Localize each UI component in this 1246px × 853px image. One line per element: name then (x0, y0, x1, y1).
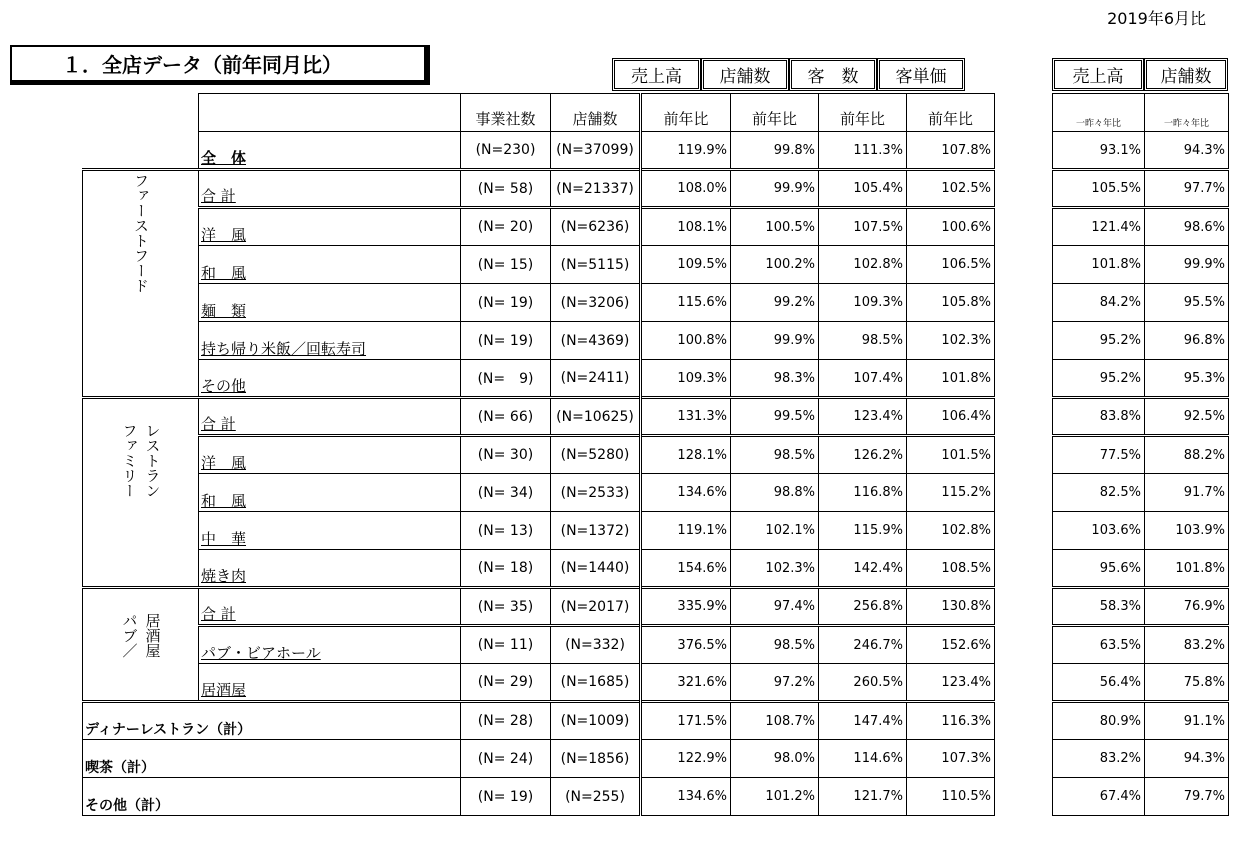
sales-cell: 109.3% (641, 360, 731, 398)
side-sales-cell: 67.4% (1053, 778, 1145, 816)
customers-cell: 98.5% (819, 322, 907, 360)
sales-cell: 108.0% (641, 170, 731, 208)
unit-price-cell: 152.6% (907, 626, 995, 664)
companies-cell: (N= 20) (461, 208, 551, 246)
group-pub-izakaya: パブ／ 居酒屋 (83, 588, 199, 702)
col-yoy: 前年比 (641, 94, 731, 132)
stores-cell: (N=2017) (551, 588, 641, 626)
unit-price-cell: 106.5% (907, 246, 995, 284)
row-label: 焼き肉 (199, 550, 461, 588)
companies-cell: (N= 58) (461, 170, 551, 208)
side-table (1052, 93, 1229, 816)
table-row (83, 626, 995, 664)
customers-cell: 256.8% (819, 588, 907, 626)
row-label: 麺 類 (199, 284, 461, 322)
unit-price-cell: 105.8% (907, 284, 995, 322)
store-count-cell: 97.4% (731, 588, 819, 626)
companies-cell: (N= 15) (461, 246, 551, 284)
store-count-cell: 97.2% (731, 664, 819, 702)
companies-cell: (N= 11) (461, 626, 551, 664)
store-count-cell: 100.2% (731, 246, 819, 284)
row-label: 和 風 (199, 246, 461, 284)
col-two-year: 一昨々年比 (1145, 94, 1229, 132)
row-label: 全 体 (199, 132, 461, 170)
companies-cell: (N= 29) (461, 664, 551, 702)
table-row (1053, 474, 1229, 512)
companies-cell: (N=230) (461, 132, 551, 170)
customers-cell: 114.6% (819, 740, 907, 778)
table-row (1053, 284, 1229, 322)
row-label: 居酒屋 (199, 664, 461, 702)
side-sales-cell: 103.6% (1053, 512, 1145, 550)
side-stores-cell: 76.9% (1145, 588, 1229, 626)
companies-cell: (N= 13) (461, 512, 551, 550)
row-label: 持ち帰り米飯／回転寿司 (199, 322, 461, 360)
store-count-cell: 102.1% (731, 512, 819, 550)
customers-cell: 107.5% (819, 208, 907, 246)
side-stores-cell: 88.2% (1145, 436, 1229, 474)
table-row (83, 398, 995, 436)
sales-cell: 122.9% (641, 740, 731, 778)
row-label: パブ・ビアホール (199, 626, 461, 664)
companies-cell: (N= 66) (461, 398, 551, 436)
unit-price-cell: 110.5% (907, 778, 995, 816)
unit-price-cell: 123.4% (907, 664, 995, 702)
stores-cell: (N=1685) (551, 664, 641, 702)
row-label: 和 風 (199, 474, 461, 512)
table-row (1053, 398, 1229, 436)
companies-cell: (N= 28) (461, 702, 551, 740)
unit-price-cell: 107.3% (907, 740, 995, 778)
table-row (83, 474, 995, 512)
side-stores-cell: 99.9% (1145, 246, 1229, 284)
side-sales-cell: 101.8% (1053, 246, 1145, 284)
side-sales-cell: 83.2% (1053, 740, 1145, 778)
companies-cell: (N= 19) (461, 322, 551, 360)
col-companies: 事業社数 (461, 94, 551, 132)
companies-cell: (N= 9) (461, 360, 551, 398)
side-sales-cell: 82.5% (1053, 474, 1145, 512)
table-row (1053, 436, 1229, 474)
store-count-cell: 98.0% (731, 740, 819, 778)
store-count-cell: 99.9% (731, 170, 819, 208)
side-sales-cell: 83.8% (1053, 398, 1145, 436)
side-stores-cell: 96.8% (1145, 322, 1229, 360)
customers-cell: 126.2% (819, 436, 907, 474)
table-row (1053, 208, 1229, 246)
side-stores-cell: 98.6% (1145, 208, 1229, 246)
side-stores-cell: 83.2% (1145, 626, 1229, 664)
table-row (1053, 778, 1229, 816)
unit-price-cell: 102.5% (907, 170, 995, 208)
companies-cell: (N= 19) (461, 778, 551, 816)
unit-price-cell: 101.5% (907, 436, 995, 474)
col-yoy: 前年比 (819, 94, 907, 132)
stores-cell: (N=3206) (551, 284, 641, 322)
side-sales-cell: 121.4% (1053, 208, 1145, 246)
table-row (1053, 512, 1229, 550)
column-header-row (1053, 94, 1229, 132)
side-sales-cell: 84.2% (1053, 284, 1145, 322)
side-stores-cell: 103.9% (1145, 512, 1229, 550)
table-row (83, 740, 995, 778)
side-stores-cell: 97.7% (1145, 170, 1229, 208)
header-customers: 客 数 (789, 58, 877, 91)
unit-price-cell: 108.5% (907, 550, 995, 588)
header-stores: 店舗数 (701, 58, 789, 91)
sales-cell: 376.5% (641, 626, 731, 664)
customers-cell: 142.4% (819, 550, 907, 588)
stores-cell: (N=255) (551, 778, 641, 816)
side-sales-cell: 95.6% (1053, 550, 1145, 588)
side-stores-cell: 94.3% (1145, 740, 1229, 778)
stores-cell: (N=332) (551, 626, 641, 664)
sales-cell: 321.6% (641, 664, 731, 702)
store-count-cell: 99.9% (731, 322, 819, 360)
col-yoy: 前年比 (907, 94, 995, 132)
store-count-cell: 102.3% (731, 550, 819, 588)
stores-cell: (N=21337) (551, 170, 641, 208)
customers-cell: 147.4% (819, 702, 907, 740)
stores-cell: (N=1440) (551, 550, 641, 588)
side-sales-cell: 77.5% (1053, 436, 1145, 474)
unit-price-cell: 107.8% (907, 132, 995, 170)
table-row (83, 778, 995, 816)
sales-cell: 119.1% (641, 512, 731, 550)
table-row (1053, 360, 1229, 398)
table-row (1053, 550, 1229, 588)
sales-cell: 134.6% (641, 474, 731, 512)
table-row (1053, 740, 1229, 778)
stores-cell: (N=2411) (551, 360, 641, 398)
companies-cell: (N= 19) (461, 284, 551, 322)
sales-cell: 154.6% (641, 550, 731, 588)
customers-cell: 102.8% (819, 246, 907, 284)
sales-cell: 109.5% (641, 246, 731, 284)
row-label: 中 華 (199, 512, 461, 550)
header-unit-price: 客単価 (877, 58, 965, 91)
unit-price-cell: 100.6% (907, 208, 995, 246)
table-row (83, 170, 995, 208)
side-header-sales: 売上高 (1052, 58, 1144, 91)
section-title: １．全店データ（前年同月比） (10, 45, 430, 85)
row-label: 喫茶（計） (83, 740, 461, 778)
side-stores-cell: 101.8% (1145, 550, 1229, 588)
sales-cell: 131.3% (641, 398, 731, 436)
row-label: その他 (199, 360, 461, 398)
side-sales-cell: 63.5% (1053, 626, 1145, 664)
table-row (83, 664, 995, 702)
side-sales-cell: 80.9% (1053, 702, 1145, 740)
side-sales-cell: 58.3% (1053, 588, 1145, 626)
table-row (83, 322, 995, 360)
table-row (1053, 626, 1229, 664)
side-sales-cell: 95.2% (1053, 360, 1145, 398)
col-yoy: 前年比 (731, 94, 819, 132)
side-stores-cell: 79.7% (1145, 778, 1229, 816)
table-row (83, 132, 995, 170)
unit-price-cell: 130.8% (907, 588, 995, 626)
table-row (1053, 588, 1229, 626)
side-sales-cell: 95.2% (1053, 322, 1145, 360)
customers-cell: 116.8% (819, 474, 907, 512)
header-sales: 売上高 (612, 58, 701, 91)
sales-cell: 108.1% (641, 208, 731, 246)
unit-price-cell: 115.2% (907, 474, 995, 512)
unit-price-cell: 101.8% (907, 360, 995, 398)
customers-cell: 109.3% (819, 284, 907, 322)
sales-cell: 335.9% (641, 588, 731, 626)
store-count-cell: 98.5% (731, 626, 819, 664)
table-row (1053, 322, 1229, 360)
companies-cell: (N= 30) (461, 436, 551, 474)
side-stores-cell: 95.3% (1145, 360, 1229, 398)
side-stores-cell: 75.8% (1145, 664, 1229, 702)
side-stores-cell: 94.3% (1145, 132, 1229, 170)
side-sales-cell: 105.5% (1053, 170, 1145, 208)
table-row (83, 360, 995, 398)
store-count-cell: 100.5% (731, 208, 819, 246)
side-stores-cell: 91.7% (1145, 474, 1229, 512)
companies-cell: (N= 34) (461, 474, 551, 512)
customers-cell: 246.7% (819, 626, 907, 664)
row-label: 合 計 (199, 588, 461, 626)
unit-price-cell: 106.4% (907, 398, 995, 436)
blank-cell (199, 94, 461, 132)
sales-cell: 119.9% (641, 132, 731, 170)
store-count-cell: 99.5% (731, 398, 819, 436)
table-row (1053, 170, 1229, 208)
store-count-cell: 98.8% (731, 474, 819, 512)
side-stores-cell: 92.5% (1145, 398, 1229, 436)
group-fastfood: ファーストフード (83, 170, 199, 398)
stores-cell: (N=1009) (551, 702, 641, 740)
row-label: その他（計） (83, 778, 461, 816)
col-two-year: 一昨々年比 (1053, 94, 1145, 132)
side-header-stores: 店舗数 (1144, 58, 1228, 91)
stores-cell: (N=1856) (551, 740, 641, 778)
side-sales-cell: 56.4% (1053, 664, 1145, 702)
stores-cell: (N=37099) (551, 132, 641, 170)
row-label: 合 計 (199, 398, 461, 436)
side-stores-cell: 91.1% (1145, 702, 1229, 740)
side-sales-cell: 93.1% (1053, 132, 1145, 170)
customers-cell: 115.9% (819, 512, 907, 550)
table-row (1053, 132, 1229, 170)
group-family-restaurant: ファミリー レストラン (83, 398, 199, 588)
store-count-cell: 108.7% (731, 702, 819, 740)
sales-cell: 100.8% (641, 322, 731, 360)
stores-cell: (N=1372) (551, 512, 641, 550)
row-label: 洋 風 (199, 436, 461, 474)
stores-cell: (N=5280) (551, 436, 641, 474)
store-count-cell: 101.2% (731, 778, 819, 816)
table-row (1053, 702, 1229, 740)
customers-cell: 111.3% (819, 132, 907, 170)
stores-cell: (N=5115) (551, 246, 641, 284)
companies-cell: (N= 18) (461, 550, 551, 588)
sales-cell: 115.6% (641, 284, 731, 322)
customers-cell: 121.7% (819, 778, 907, 816)
table-row (83, 208, 995, 246)
store-count-cell: 98.3% (731, 360, 819, 398)
table-row (83, 512, 995, 550)
customers-cell: 105.4% (819, 170, 907, 208)
table-row (83, 702, 995, 740)
stores-cell: (N=4369) (551, 322, 641, 360)
col-stores: 店舗数 (551, 94, 641, 132)
unit-price-cell: 102.8% (907, 512, 995, 550)
store-count-cell: 98.5% (731, 436, 819, 474)
stores-cell: (N=10625) (551, 398, 641, 436)
sales-cell: 134.6% (641, 778, 731, 816)
table-row (83, 246, 995, 284)
sales-cell: 128.1% (641, 436, 731, 474)
row-label: 合 計 (199, 170, 461, 208)
store-count-cell: 99.2% (731, 284, 819, 322)
table-row (1053, 664, 1229, 702)
table-row (1053, 246, 1229, 284)
table-row (83, 436, 995, 474)
stores-cell: (N=2533) (551, 474, 641, 512)
store-count-cell: 99.8% (731, 132, 819, 170)
table-row (83, 284, 995, 322)
row-label: 洋 風 (199, 208, 461, 246)
row-label: ディナーレストラン（計） (83, 702, 461, 740)
customers-cell: 107.4% (819, 360, 907, 398)
unit-price-cell: 116.3% (907, 702, 995, 740)
unit-price-cell: 102.3% (907, 322, 995, 360)
blank-cell (83, 132, 199, 170)
customers-cell: 260.5% (819, 664, 907, 702)
sales-cell: 171.5% (641, 702, 731, 740)
table-row (83, 550, 995, 588)
companies-cell: (N= 35) (461, 588, 551, 626)
main-table (82, 93, 995, 816)
blank-cell (83, 94, 199, 132)
companies-cell: (N= 24) (461, 740, 551, 778)
customers-cell: 123.4% (819, 398, 907, 436)
report-date: 2019年6月比 (1107, 9, 1206, 28)
table-row (83, 588, 995, 626)
side-stores-cell: 95.5% (1145, 284, 1229, 322)
stores-cell: (N=6236) (551, 208, 641, 246)
column-header-row (83, 94, 995, 132)
